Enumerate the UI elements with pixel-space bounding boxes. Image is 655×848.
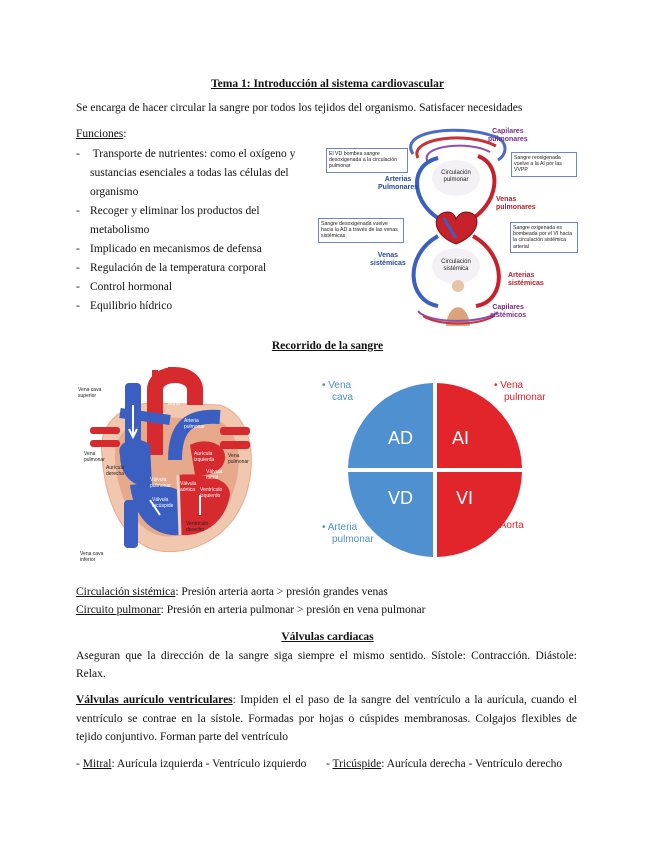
circ-sistemica-line: Circulación sistémica: Presión arteria aorta > presión grandes venas xyxy=(76,586,388,598)
heart-label-valvula-aortica: Válvula aórtica xyxy=(180,481,197,493)
arterias-sistemicas-label: Arterias sistémicas xyxy=(508,272,544,287)
valvulas-p1-line2: Relax. xyxy=(76,668,106,680)
heart-label-valvula-tricuspide: Válvula tricúspide xyxy=(152,497,174,509)
chamber-label-ai: AI xyxy=(452,428,470,448)
intro-text: Se encarga de hacer circular la sangre por todos los tejidos del organismo. Satisfacer necesidades xyxy=(76,102,523,114)
venas-sistemicas-label: Venas sistémicas xyxy=(370,252,406,267)
label-arteria-pulmonar: • Arteria pulmonar xyxy=(322,522,374,545)
list-item-continuation: sustancias esenciales a todas las células del xyxy=(90,167,289,179)
capilares-pulmonares-label: Capilares pulmonares xyxy=(488,128,528,143)
circulacion-pulmonar-label: Circulación pulmonar xyxy=(441,170,471,183)
list-item: - Recoger y eliminar los productos del xyxy=(76,205,260,217)
list-item: - Equilibrio hídrico xyxy=(76,300,173,312)
callout-sangre-oxigenada: Sangre oxigenada es bombeada por el VI hacia la circulación sistémica arterial xyxy=(510,222,578,253)
circulation-diagram xyxy=(318,126,580,326)
callout-sangre-desoxigenada: Sangre desoxigenada vuelve hacia la AD a través de las venas sistémicas xyxy=(318,218,404,243)
label-vena-pulmonar: • Vena pulmonar xyxy=(494,380,546,403)
valvulas-title: Válvulas cardiacas xyxy=(281,631,374,643)
heart-label-auricula-izquierda: Aurícula izquierda xyxy=(194,451,215,463)
heart-label-ventriculo-derecho: Ventrículo derecho xyxy=(186,521,209,533)
recorrido-title: Recorrido de la sangre xyxy=(271,340,384,352)
list-item-continuation: organismo xyxy=(90,186,139,198)
valvulas-av-line2: ventrículo se contrae en la sístole. Formadas por hojas o cúspides membranosas. Colgajos flexibles de xyxy=(76,713,577,725)
callout-sangre-reoxigenada: Sangre reoxigenada vuelve a la AI por las VVPP xyxy=(511,152,577,177)
valvulas-p1-line1: Aseguran que la dirección de la sangre siga siempre el mismo sentido. Sístole: Contracción. Diástole: xyxy=(76,650,577,662)
capilares-sistemicos-label: Capilares sistémicos xyxy=(490,304,527,319)
valvulas-av-line3: tejido conjuntivo. Forman parte del ventrículo xyxy=(76,731,289,743)
heart-label-valvula-pulmonar: Válvula pulmonar xyxy=(150,477,171,489)
chamber-label-vd: VD xyxy=(388,488,414,508)
arterias-pulmonares-label: Arterias Pulmonares xyxy=(378,176,419,191)
list-item: - Implicado en mecanismos de defensa xyxy=(76,243,262,255)
heart-label-vena-cava-superior: Vena cava superior xyxy=(78,387,102,399)
label-aorta: • Aorta xyxy=(494,520,524,531)
list-item: - Regulación de la temperatura corporal xyxy=(76,262,267,274)
list-item: - Transporte de nutrientes: como el oxígeno y xyxy=(76,148,296,160)
heart-anatomy-diagram xyxy=(80,365,260,565)
valvulas-av-line1: Válvulas aurículo ventriculares: Impiden el el paso de la sangre del ventrículo a la aurícula, cuando el xyxy=(76,694,577,706)
venas-pulmonares-label: Venas pulmonares xyxy=(496,196,536,211)
heart-label-valvula-mitral: Válvula mitral xyxy=(206,469,223,481)
heart-label-auricula-derecha: Aurícula derecha xyxy=(106,465,125,477)
heart-label-vena-pulmonar-left: Vena pulmonar xyxy=(84,451,105,463)
heart-label-aorta: Aorta xyxy=(168,401,180,407)
chamber-label-vi: VI xyxy=(456,488,474,508)
heart-label-vena-cava-inferior: Vena cava inferior xyxy=(80,551,104,563)
circ-pulmonar-line: Circuito pulmonar: Presión en arteria pulmonar > presión en vena pulmonar xyxy=(76,604,426,616)
circulacion-sistemica-label: Circulación sistémica xyxy=(441,259,471,272)
page-title: Tema 1: Introducción al sistema cardiovascular xyxy=(211,78,444,90)
tricuspide-line: - Tricúspide: Aurícula derecha - Ventrículo derecho xyxy=(326,758,563,770)
heart-label-ventriculo-izquierdo: Ventrículo izquierdo xyxy=(200,487,223,499)
chamber-label-ad: AD xyxy=(388,428,414,448)
mitral-line: - Mitral: Aurícula izquierda - Ventrículo izquierdo xyxy=(76,758,307,770)
chambers-diagram xyxy=(310,370,560,570)
heart-label-arteria-pulmonar: Arteria pulmonar xyxy=(184,418,205,430)
label-vena-cava: • Vena cava xyxy=(322,380,354,403)
callout-vd-bombea: El VD bombea sangre desoxigenada a la circulación pulmonar xyxy=(326,148,408,173)
heart-label-vena-pulmonar-right: Vena pulmonar xyxy=(228,453,249,465)
funciones-heading: Funciones: xyxy=(76,128,127,140)
list-item: - Control hormonal xyxy=(76,281,173,293)
list-item-continuation: metabolismo xyxy=(90,224,150,236)
